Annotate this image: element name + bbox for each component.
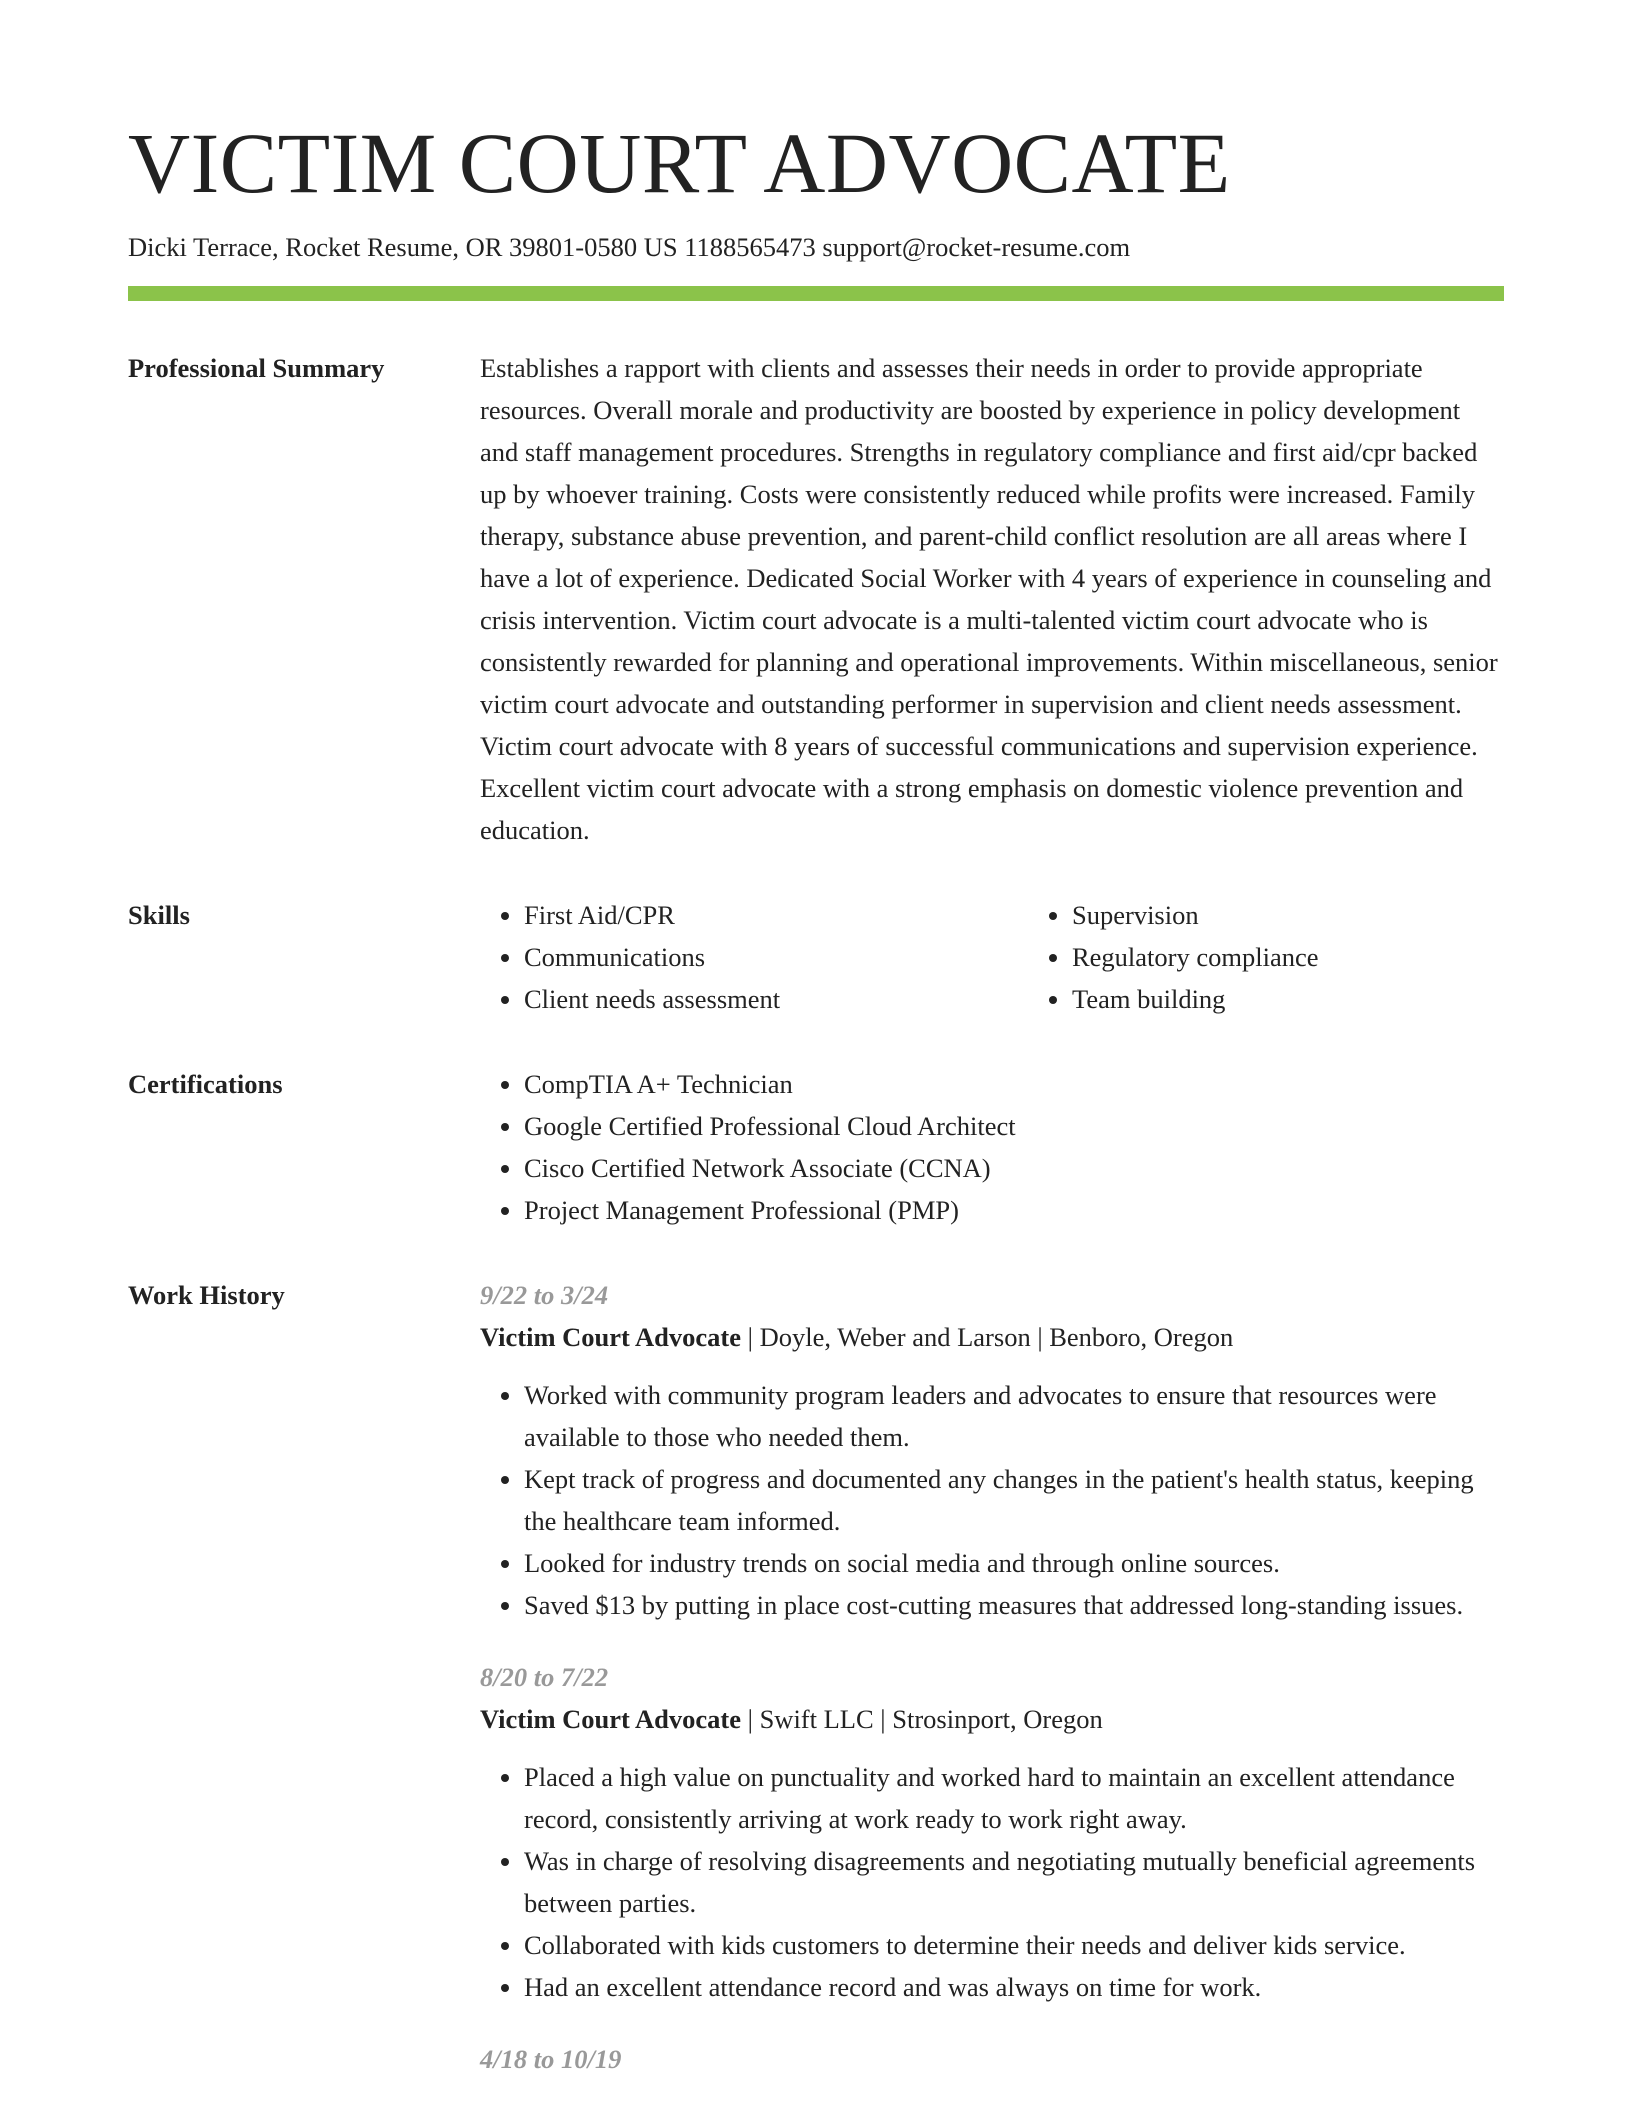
header-divider xyxy=(128,286,1504,301)
certifications-content xyxy=(480,1063,1504,1231)
job-role-line xyxy=(480,1698,1504,1740)
summary-section xyxy=(128,354,1504,851)
skill-item: • Supervision xyxy=(1072,894,1576,936)
job-bullet: • Had an excellent attendance record and was always on time for work. xyxy=(524,1966,1504,2008)
skill-item: • Client needs assessment xyxy=(524,978,1028,1020)
summary-text: Establishes a rapport with clients and assesses their needs in order to provide appropriate resources. Overall morale and productivity are boosted by experience in policy development and staff management procedures. Strengths in regulatory compliance and first aid/cpr backed up by whoever training. Costs were consistently reduced while profits were increased. Family therapy, substance abuse prevention, and parent-child conflict resolution are all areas where I have a lot of experience. Dedicated Social Worker with 4 years of experience in counseling and crisis intervention. Victim court advocate is a multi-talented victim court advocate who is consistently rewarded for planning and operational improvements. Within miscellaneous, senior victim court advocate and outstanding performer in supervision and client needs assessment. Victim court advocate with 8 years of successful communications and supervision experience. Excellent victim court advocate with a strong emphasis on domestic violence prevention and education. xyxy=(480,353,1498,845)
skills-content xyxy=(480,894,1576,1020)
work-history-section xyxy=(128,1281,1504,2080)
job-bullet: • Was in charge of resolving disagreements and negotiating mutually beneficial agreements between parties. xyxy=(524,1840,1504,1924)
job-employer-location: | Swift LLC | Strosinport, Oregon xyxy=(741,1704,1103,1734)
certifications-list xyxy=(480,1063,1504,1231)
job-entry xyxy=(480,1274,1504,1626)
skill-item: • Team building xyxy=(1072,978,1576,1020)
job-role-line xyxy=(480,1316,1504,1358)
job-entry xyxy=(480,1656,1504,2008)
job-bullets xyxy=(480,1374,1504,1626)
summary-content xyxy=(480,347,1504,851)
job-title: Victim Court Advocate xyxy=(480,1704,742,1734)
job-bullet: • Looked for industry trends on social media and through online sources. xyxy=(524,1542,1504,1584)
job-dates: 4/18 to 10/19 xyxy=(480,2044,622,2074)
job-entry xyxy=(480,2038,1504,2080)
skill-item: • Regulatory compliance xyxy=(1072,936,1576,978)
skills-grid xyxy=(480,894,1576,1020)
section-label-work-history: Work History xyxy=(128,1280,285,1310)
job-bullet: • Saved $13 by putting in place cost-cutting measures that addressed long-standing issues. xyxy=(524,1584,1504,1626)
job-dates: 8/20 to 7/22 xyxy=(480,1662,609,1692)
job-employer-location: | Doyle, Weber and Larson | Benboro, Oregon xyxy=(741,1322,1234,1352)
certification-item: • CompTIA A+ Technician xyxy=(524,1063,1504,1105)
job-bullet: • Worked with community program leaders and advocates to ensure that resources were available to those who needed them. xyxy=(524,1374,1504,1458)
certification-item: • Google Certified Professional Cloud Architect xyxy=(524,1105,1504,1147)
section-label-skills: Skills xyxy=(128,900,190,930)
resume-title: VICTIM COURT ADVOCATE xyxy=(128,115,1231,211)
skills-list-right xyxy=(1028,894,1576,1020)
skills-list-left xyxy=(480,894,1028,1020)
work-history-content xyxy=(480,1274,1504,2080)
skills-section xyxy=(128,901,1504,1020)
skill-item: • Communications xyxy=(524,936,1028,978)
certifications-section xyxy=(128,1070,1504,1231)
job-bullet: • Kept track of progress and documented any changes in the patient's health status, keeping the healthcare team informed. xyxy=(524,1458,1504,1542)
job-title: Victim Court Advocate xyxy=(480,1322,742,1352)
section-label-certifications: Certifications xyxy=(128,1069,283,1099)
job-bullet: • Placed a high value on punctuality and worked hard to maintain an excellent attendance record, consistently arriving at work ready to work right away. xyxy=(524,1756,1504,1840)
certification-item: • Project Management Professional (PMP) xyxy=(524,1189,1504,1231)
section-label-summary: Professional Summary xyxy=(128,353,385,383)
skill-item: • First Aid/CPR xyxy=(524,894,1028,936)
job-dates: 9/22 to 3/24 xyxy=(480,1280,609,1310)
contact-line: Dicki Terrace, Rocket Resume, OR 39801-0580 US 1188565473 support@rocket-resume.com xyxy=(128,232,1131,262)
job-bullets xyxy=(480,1756,1504,2008)
job-bullet: • Collaborated with kids customers to determine their needs and deliver kids service. xyxy=(524,1924,1504,1966)
certification-item: • Cisco Certified Network Associate (CCNA) xyxy=(524,1147,1504,1189)
